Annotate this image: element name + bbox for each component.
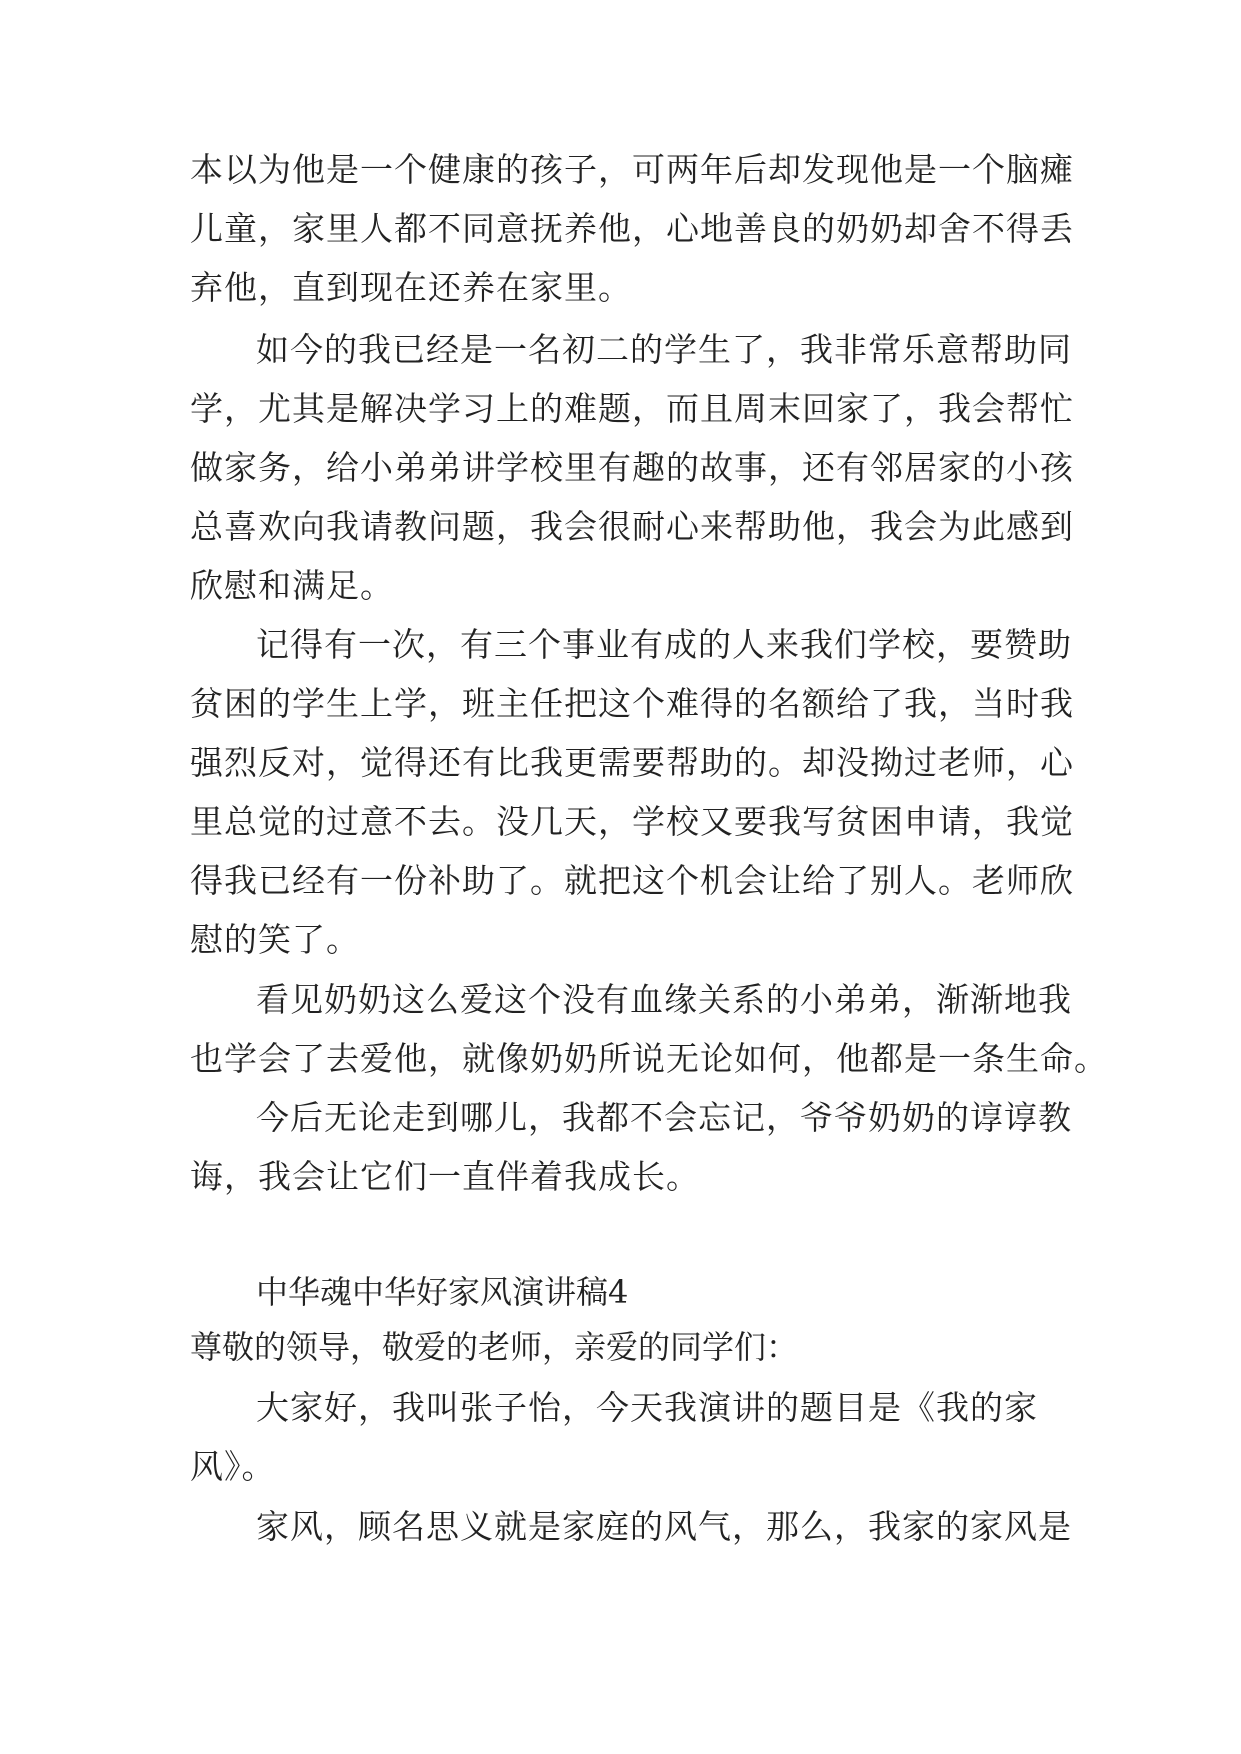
- speech-greeting: 尊敬的领导，敬爱的老师，亲爱的同学们：: [190, 1328, 799, 1366]
- text-line: 看见奶奶这么爱这个没有血缘关系的小弟弟，渐渐地我: [256, 980, 1072, 1019]
- paragraph-5: [190, 1088, 1072, 1206]
- paragraph-3: [190, 615, 1074, 969]
- text-line: 儿童，家里人都不同意抚养他，心地善良的奶奶却舍不得丢: [190, 209, 1074, 248]
- paragraph-1: [190, 140, 1074, 317]
- text-line: 做家务，给小弟弟讲学校里有趣的故事，还有邻居家的小孩: [190, 448, 1074, 487]
- text-line: 慰的笑了。: [190, 920, 360, 959]
- text-line: 欣慰和满足。: [190, 566, 394, 605]
- text-line: 贫困的学生上学，班主任把这个难得的名额给了我，当时我: [190, 684, 1074, 723]
- text-line: 强烈反对，觉得还有比我更需要帮助的。却没拗过老师，心: [190, 743, 1074, 782]
- text-line: 弃他，直到现在还养在家里。: [190, 268, 632, 307]
- text-line: 记得有一次，有三个事业有成的人来我们学校，要赞助: [256, 625, 1072, 664]
- text-line: 总喜欢向我请教问题，我会很耐心来帮助他，我会为此感到: [190, 507, 1074, 546]
- text-line: 如今的我已经是一名初二的学生了，我非常乐意帮助同: [256, 330, 1072, 369]
- paragraph-4: [190, 970, 1108, 1088]
- speech-paragraph-2: [190, 1497, 1072, 1556]
- text-line: 得我已经有一份补助了。就把这个机会让给了别人。老师欣: [190, 861, 1074, 900]
- speech-paragraph-1: [190, 1378, 1060, 1496]
- text-line: 里总觉的过意不去。没几天，学校又要我写贫困申请，我觉: [190, 802, 1074, 841]
- text-line: 学，尤其是解决学习上的难题，而且周末回家了，我会帮忙: [190, 389, 1074, 428]
- text-line: 家风，顾名思义就是家庭的风气，那么，我家的家风是: [256, 1507, 1072, 1546]
- text-line: 风》。: [190, 1447, 276, 1486]
- text-line: 也学会了去爱他，就像奶奶所说无论如何，他都是一条生命。: [190, 1039, 1108, 1078]
- paragraph-2: [190, 320, 1074, 615]
- text-line: 大家好，我叫张子怡，今天我演讲的题目是《我的家: [256, 1388, 1038, 1427]
- text-line: 诲，我会让它们一直伴着我成长。: [190, 1157, 700, 1196]
- text-line: 今后无论走到哪儿，我都不会忘记，爷爷奶奶的谆谆教: [256, 1098, 1072, 1137]
- text-line: 本以为他是一个健康的孩子，可两年后却发现他是一个脑瘫: [190, 150, 1074, 189]
- section-title: 中华魂中华好家风演讲稿4: [256, 1273, 629, 1311]
